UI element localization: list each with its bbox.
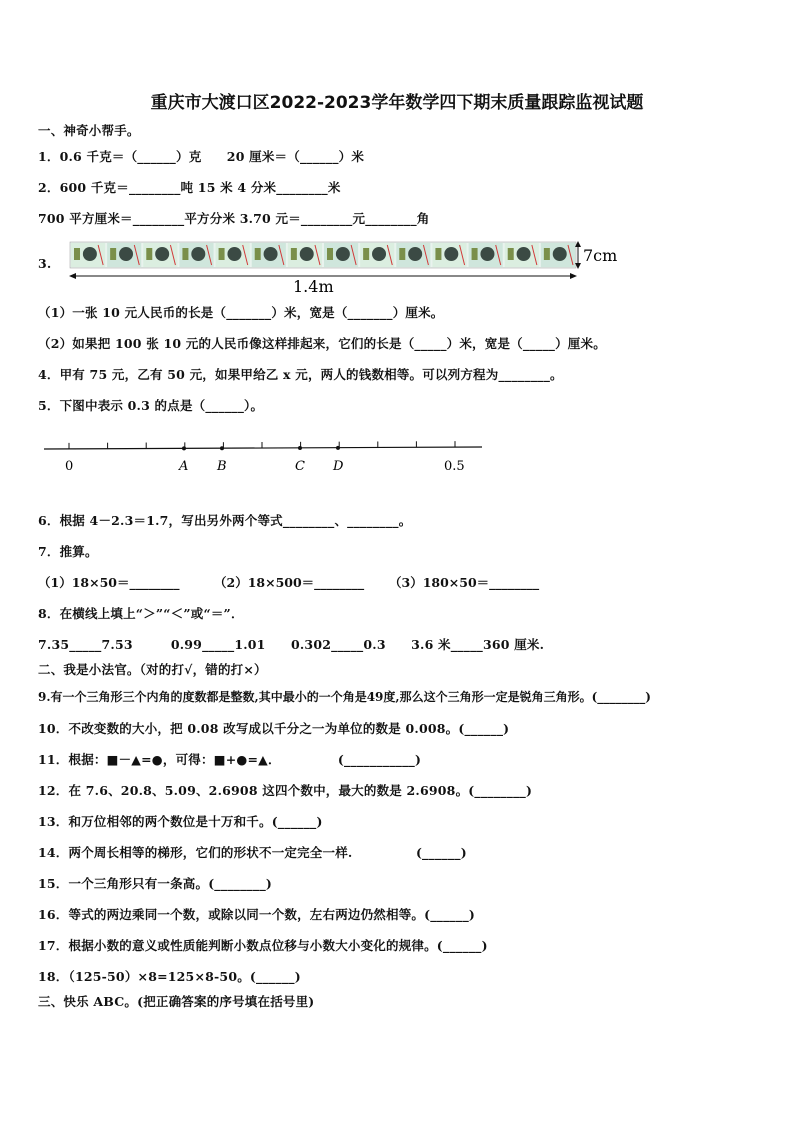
question-13: 13．和万位相邻的两个数位是十万和千。(______) <box>38 814 323 829</box>
label-d: D <box>333 459 344 474</box>
question-12: 12．在 7.6、20.8、5.09、2.6908 这四个数中，最大的数是 2.6908。(________) <box>38 783 533 798</box>
banknote-tile <box>179 243 213 267</box>
length-label: 1.4m <box>293 277 334 294</box>
banknote-strip-figure <box>38 238 638 294</box>
banknote-tile <box>288 243 322 267</box>
question-14: 14．两个周长相等的梯形，它们的形状不一定完全一样. (______) <box>38 845 467 860</box>
label-a: A <box>179 459 189 474</box>
question-7-1: （1）18×50＝________ <box>38 575 180 590</box>
question-3-number: 3. <box>38 256 52 271</box>
section-1-heading: 一、神奇小帮手。 <box>38 123 140 138</box>
banknote-tile <box>252 243 286 267</box>
question-15: 15．一个三角形只有一条高。(________) <box>38 876 273 891</box>
banknote-tile <box>107 243 141 267</box>
question-7-2: （2）18×500＝________ <box>214 575 365 590</box>
banknote-tile <box>71 243 105 267</box>
banknote-tile <box>432 243 466 267</box>
question-10: 10．不改变数的大小，把 0.08 改写成以千分之一为单位的数是 0.008。(______) <box>38 721 510 736</box>
banknote-row <box>70 242 576 268</box>
label-half: 0.5 <box>444 459 465 474</box>
page-title: 重庆市大渡口区2022-2023学年数学四下期末质量跟踪监视试题 <box>150 93 644 113</box>
question-2a: 2．600 千克＝________吨 15 米 4 分米________米 <box>38 180 341 195</box>
question-18: 18．（125-50）×8=125×8-50。(______) <box>38 969 301 984</box>
question-8: 8．在横线上填上“＞”“＜”或“＝”． <box>38 606 244 621</box>
question-11: 11．根据：■－▲=●，可得：■+●=▲． (___________) <box>38 752 422 767</box>
point-a-dot <box>182 446 186 450</box>
question-8-items: 7.35_____7.53 0.99_____1.01 0.302_____0.3 3.6 米_____360 厘米. <box>38 637 545 652</box>
banknote-tile <box>143 243 177 267</box>
question-16: 16．等式的两边乘同一个数，或除以同一个数，左右两边仍然相等。(______) <box>38 907 476 922</box>
number-line-figure <box>38 430 498 478</box>
question-3-1: （1）一张 10 元人民币的长是（_______）米，宽是（_______）厘米。 <box>38 305 444 320</box>
banknote-tile <box>505 243 539 267</box>
question-7: 7．推算。 <box>38 544 98 559</box>
question-9: 9.有一个三角形三个内角的度数都是整数,其中最小的一个角是49度,那么这个三角形一定是锐角三角形。(________) <box>38 690 651 704</box>
question-6: 6．根据 4－2.3＝1.7，写出另外两个等式________、________。 <box>38 513 412 528</box>
number-line-axis <box>44 447 482 449</box>
banknote-tile <box>469 243 503 267</box>
banknote-tile <box>216 243 250 267</box>
banknote-tile <box>541 243 575 267</box>
label-b: B <box>217 459 227 474</box>
question-3-2: （2）如果把 100 张 10 元的人民币像这样排起来，它们的长是（_____）米，宽是（_____）厘米。 <box>38 336 606 351</box>
question-5: 5．下图中表示 0.3 的点是（______）。 <box>38 398 264 413</box>
question-17: 17．根据小数的意义或性质能判断小数点位移与小数大小变化的规律。(______) <box>38 938 488 953</box>
label-c: C <box>295 459 305 474</box>
question-2b: 700 平方厘米＝________平方分米 3.70 元＝________元________角 <box>38 211 430 226</box>
height-label: 7cm <box>583 246 618 265</box>
point-d-dot <box>336 446 340 450</box>
point-b-dot <box>220 446 224 450</box>
label-zero: 0 <box>65 459 74 474</box>
section-3-heading: 三、快乐 ABC。(把正确答案的序号填在括号里) <box>38 994 315 1009</box>
question-4: 4．甲有 75 元，乙有 50 元，如果甲给乙 x 元，两人的钱数相等。可以列方程为________。 <box>38 367 563 382</box>
question-1: 1．0.6 千克＝（______）克 20 厘米＝（______）米 <box>38 149 365 164</box>
section-2-heading: 二、我是小法官。（对的打√，错的打×） <box>38 662 267 677</box>
question-7-3: （3）180×50＝________ <box>389 575 540 590</box>
point-c-dot <box>298 446 302 450</box>
banknote-tile <box>360 243 394 267</box>
banknote-tile <box>324 243 358 267</box>
banknote-tile <box>396 243 430 267</box>
